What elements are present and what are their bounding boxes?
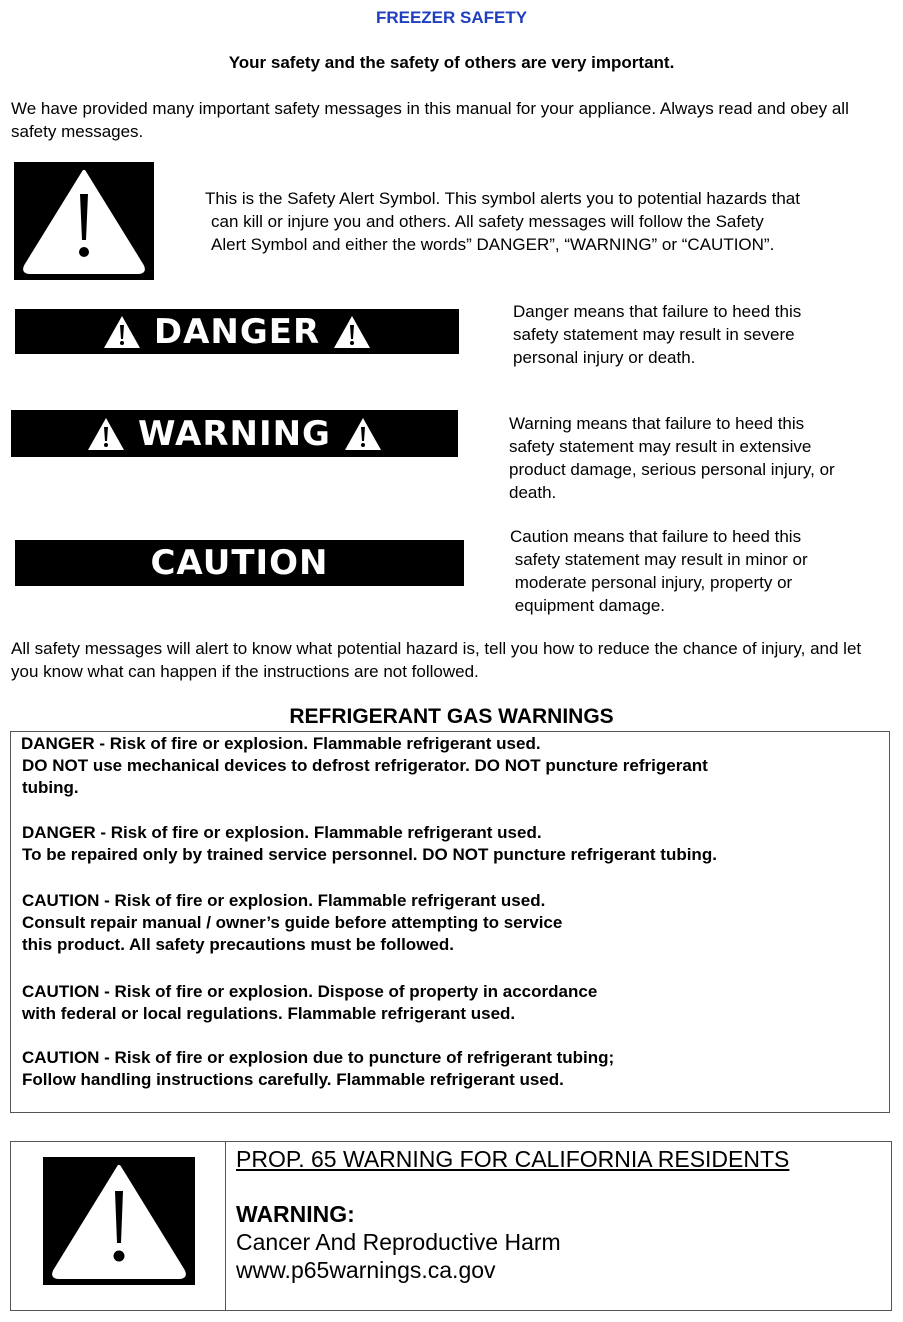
prop65-text	[236, 1145, 876, 1284]
warning-banner	[11, 410, 458, 457]
desc-line: personal injury or death.	[513, 348, 696, 367]
alert-line: Alert Symbol and either the words” DANGER”, “WARNING” or “CAUTION”.	[211, 235, 775, 254]
alert-line: can kill or injure you and others. All safety messages will follow the Safety	[211, 212, 764, 231]
warning-line: DANGER - Risk of fire or explosion. Flammable refrigerant used.	[22, 823, 542, 842]
caution-label: CAUTION	[150, 543, 329, 583]
page-subtitle: Your safety and the safety of others are very important.	[228, 53, 675, 72]
desc-line: moderate personal injury, property or	[510, 573, 793, 592]
warning-triangle-icon	[86, 416, 126, 452]
page-title: FREEZER SAFETY	[375, 8, 528, 27]
desc-line: safety statement may result in minor or	[510, 550, 808, 569]
warning-line: DANGER - Risk of fire or explosion. Flammable refrigerant used.	[21, 734, 541, 753]
warning-line: this product. All safety precautions must be followed.	[22, 935, 454, 954]
desc-line: Caution means that failure to heed this	[510, 527, 802, 546]
warning-triangle-icon	[14, 162, 154, 280]
caution-description	[510, 525, 895, 617]
alert-symbol-description	[205, 187, 895, 256]
danger-description	[513, 300, 898, 369]
prop65-heading: PROP. 65 WARNING FOR CALIFORNIA RESIDENTS	[236, 1146, 790, 1172]
warning-line: To be repaired only by trained service personnel. DO NOT puncture refrigerant tubing.	[22, 845, 717, 864]
warning-line: Follow handling instructions carefully. Flammable refrigerant used.	[22, 1070, 564, 1089]
warning-triangle-icon	[332, 314, 372, 350]
refrigerant-warning-item	[21, 733, 881, 799]
warning-description	[509, 412, 894, 504]
column-divider	[225, 1142, 226, 1310]
refrigerant-warnings-box	[10, 731, 890, 1113]
desc-line: safety statement may result in extensive	[509, 437, 812, 456]
warning-line: CAUTION - Risk of fire or explosion due to puncture of refrigerant tubing;	[22, 1048, 615, 1067]
prop65-alert-symbol	[43, 1157, 195, 1285]
desc-line: Warning means that failure to heed this	[509, 414, 805, 433]
warning-line: CAUTION - Risk of fire or explosion. Dispose of property in accordance	[22, 982, 598, 1001]
warning-line: DO NOT use mechanical devices to defrost refrigerator. DO NOT puncture refrigerant	[22, 756, 708, 775]
desc-line: Danger means that failure to heed this	[513, 302, 802, 321]
refrigerant-section-title: REFRIGERANT GAS WARNINGS	[289, 705, 614, 728]
refrigerant-warning-item	[22, 981, 882, 1025]
desc-line: death.	[509, 483, 557, 502]
desc-line: equipment damage.	[510, 596, 665, 615]
desc-line: product damage, serious personal injury, or	[509, 460, 835, 479]
safety-alert-symbol	[14, 162, 154, 280]
warning-triangle-icon	[102, 314, 142, 350]
warning-line: CAUTION - Risk of fire or explosion. Flammable refrigerant used.	[22, 891, 546, 910]
refrigerant-warning-item	[22, 822, 882, 866]
warning-label: WARNING	[138, 413, 331, 454]
warning-line: with federal or local regulations. Flammable refrigerant used.	[22, 1004, 516, 1023]
warning-triangle-icon	[343, 416, 383, 452]
refrigerant-warning-item	[22, 890, 882, 956]
warning-triangle-icon	[43, 1157, 195, 1285]
warning-line: tubing.	[22, 778, 79, 797]
danger-banner	[15, 309, 459, 354]
warning-line: Consult repair manual / owner’s guide before attempting to service	[22, 913, 563, 932]
caution-banner	[15, 540, 464, 586]
desc-line: safety statement may result in severe	[513, 325, 795, 344]
prop65-warning-label: WARNING:	[236, 1201, 355, 1227]
outro-paragraph: All safety messages will alert to know what potential hazard is, tell you how to reduce the chance of injury, and let you know what can happen if the instructions are not followed.	[11, 639, 862, 681]
prop65-website: www.p65warnings.ca.gov	[236, 1257, 496, 1283]
prop65-box	[10, 1141, 892, 1311]
refrigerant-warning-item	[22, 1047, 882, 1091]
intro-paragraph: We have provided many important safety messages in this manual for your appliance. Always read and obey all safety messages.	[11, 99, 849, 141]
alert-line: This is the Safety Alert Symbol. This symbol alerts you to potential hazards that	[205, 189, 800, 208]
danger-label: DANGER	[153, 311, 321, 352]
prop65-hazard: Cancer And Reproductive Harm	[236, 1229, 561, 1255]
